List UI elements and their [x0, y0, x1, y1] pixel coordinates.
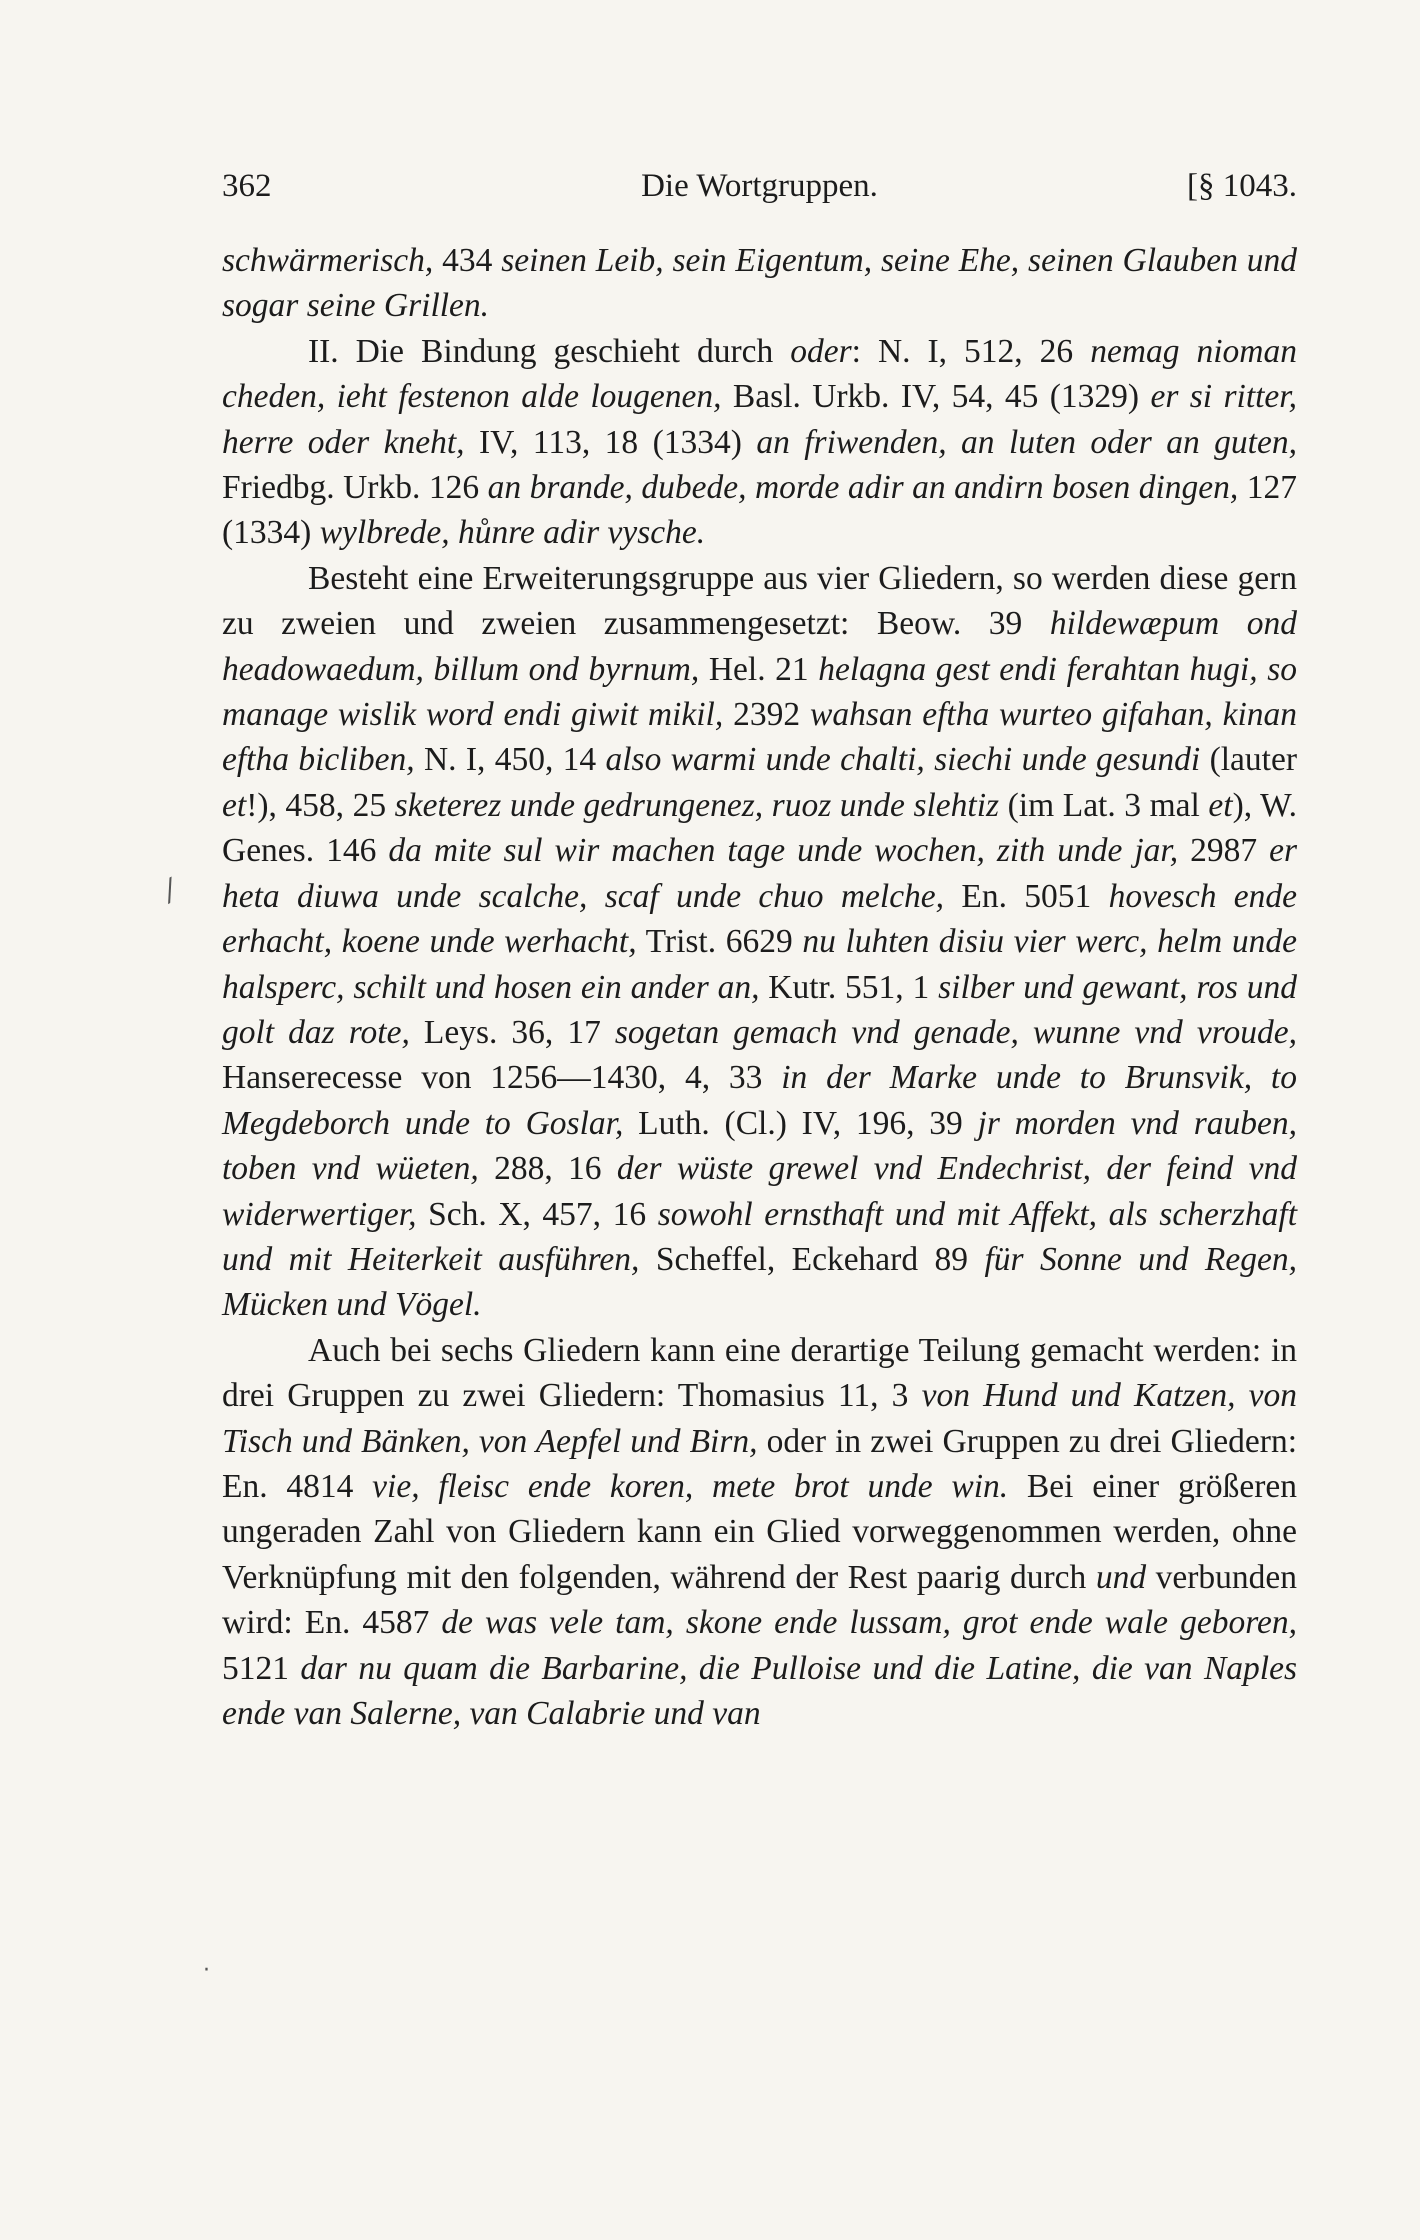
citation: oder — [790, 332, 852, 370]
citation: der wüste grewel vnd Endechrist, der feind vnd widerwertiger, — [222, 1150, 1298, 1233]
citation: seinen Leib, sein Eigentum, seine Ehe, seinen Glauben und sogar seine Grillen. — [222, 242, 1298, 325]
citation: in der Marke unde to Brunsvik, to Megdeborch unde to Goslar, — [222, 1059, 1297, 1142]
citation: wylbrede, hůnre adir vysche. — [319, 514, 706, 552]
citation: et — [1208, 786, 1233, 824]
citation: vie, fleisc ende koren, mete brot unde win. — [372, 1467, 1009, 1505]
reference: N. I, 450, 14 — [414, 741, 606, 779]
reference: Friedbg. Urkb. 126 — [222, 469, 488, 507]
citation: helagna gest endi ferahtan hugi, so manage wislik word endi giwit mikil, — [222, 650, 1297, 734]
section-number: [§ 1043. — [1187, 168, 1297, 204]
paragraph-3 — [222, 556, 1297, 1328]
paragraph-4 — [222, 1328, 1297, 1737]
reference: 434 — [433, 242, 502, 279]
running-title: Die Wortgruppen. — [641, 168, 878, 204]
paragraph-2 — [222, 329, 1297, 556]
citation: von Hund und Katzen, von Tisch und Bänken, von Aepfel und Birn, — [222, 1377, 1297, 1460]
reference: 5121 — [222, 1649, 301, 1687]
citation: sogetan gemach vnd genade, wunne vnd vroude, — [614, 1013, 1298, 1051]
reference: Basl. Urkb. IV, 54, 45 (1329) — [721, 378, 1151, 416]
reference: !), 458, 25 — [246, 786, 395, 824]
page-header — [222, 164, 1297, 208]
text-run: II. Die Bindung geschieht durch — [308, 332, 791, 370]
reference: ), W. Genes. 146 — [222, 786, 1297, 870]
citation: an friwenden, an luten oder an guten, — [756, 423, 1297, 461]
reference: 2987 — [1178, 832, 1270, 870]
reference: Sch. X, 457, 16 — [416, 1195, 658, 1233]
reference: : N. I, 512, 26 — [851, 332, 1091, 370]
citation: sowohl ernsthaft und mit Affekt, als scherzhaft und mit Heiterkeit ausführen, — [222, 1195, 1297, 1278]
citation: schwärmerisch, — [222, 242, 434, 279]
reference: 2392 — [723, 696, 810, 734]
reference: Kutr. 551, 1 — [759, 968, 939, 1006]
paragraph-1 — [222, 238, 1297, 329]
citation: da mite sul wir machen tage unde wochen, zith unde jar, — [388, 832, 1179, 870]
reference: 288, 16 — [478, 1150, 617, 1188]
reference: Leys. 36, 17 — [409, 1013, 615, 1051]
citation: sketerez unde gedrungenez, ruoz unde slehtiz — [394, 786, 1000, 824]
margin-dot-mark: · — [203, 1958, 210, 1983]
reference: En. 5051 — [944, 877, 1109, 915]
text-run: Bei einer größeren ungeraden Zahl von Gliedern kann ein Glied vorweggenommen werden, ohne Verknüpfung mit den folgenden, während der Rest paarig durch — [222, 1467, 1297, 1596]
citation: silber und gewant, ros und golt daz rote, — [222, 968, 1297, 1051]
reference: 127 (1334) — [222, 469, 1298, 552]
text-run: Auch bei sechs Gliedern kann eine derartige Teilung gemacht werden: in drei Gruppen zu zwei Gliedern: Thomasius 11, 3 — [222, 1331, 1297, 1415]
citation: er heta diuwa unde scalche, scaf unde chuo melche, — [222, 832, 1298, 915]
citation: an brande, dubede, morde adir an andirn bosen dingen, — [487, 469, 1239, 507]
citation: et — [222, 786, 247, 824]
text-run: Besteht eine Erweiterungsgruppe aus vier Gliedern, so werden diese gern zu zweien und zweien zusammengesetzt: Beow. 39 — [222, 559, 1297, 643]
citation: und — [1095, 1558, 1147, 1596]
reference: IV, 113, 18 (1334) — [464, 423, 757, 461]
citation: de was vele tam, skone ende lussam, grot ende wale geboren, — [441, 1604, 1297, 1642]
citation: jr morden vnd rauben, toben vnd wüeten, — [222, 1104, 1297, 1188]
reference: Hel. 21 — [699, 650, 819, 688]
citation: dar nu quam die Barbarine, die Pulloise und die Latine, die van Naples ende van Salerne, van Calabrie und van — [222, 1649, 1297, 1732]
citation: nu luhten disiu vier werc, helm unde halsperc, schilt und hosen ein ander an, — [222, 923, 1297, 1006]
citation: hildewæpum ond headowaedum, billum ond byrnum, — [222, 605, 1297, 688]
page-number: 362 — [222, 168, 272, 204]
citation: für Sonne und Regen, Mücken und Vögel. — [222, 1240, 1297, 1324]
text-run: (lauter — [1200, 741, 1297, 779]
reference: Luth. (Cl.) IV, 196, 39 — [623, 1104, 978, 1142]
citation: wahsan eftha wurteo gifahan, kinan eftha bicliben, — [222, 696, 1298, 779]
citation: also warmi unde chalti, siechi unde gesundi — [605, 741, 1201, 779]
reference: Scheffel, Eckehard 89 — [639, 1240, 985, 1278]
reference: Hanserecesse von 1256—1430, 4, 33 — [222, 1059, 782, 1097]
reference: oder in zwei Gruppen zu drei Gliedern: En. 4814 — [222, 1422, 1297, 1505]
citation: hovesch ende erhacht, koene unde werhacht, — [222, 877, 1297, 961]
text-run: (im Lat. 3 mal — [999, 786, 1209, 824]
margin-pencil-mark: ⁄ — [160, 874, 181, 909]
reference: Trist. 6629 — [636, 923, 803, 961]
citation: er si ritter, herre oder kneht, — [222, 378, 1298, 461]
body-text — [222, 238, 1297, 1736]
reference: verbunden wird: En. 4587 — [222, 1558, 1297, 1642]
citation: nemag nioman cheden, ieht festenon alde lougenen, — [222, 332, 1297, 416]
